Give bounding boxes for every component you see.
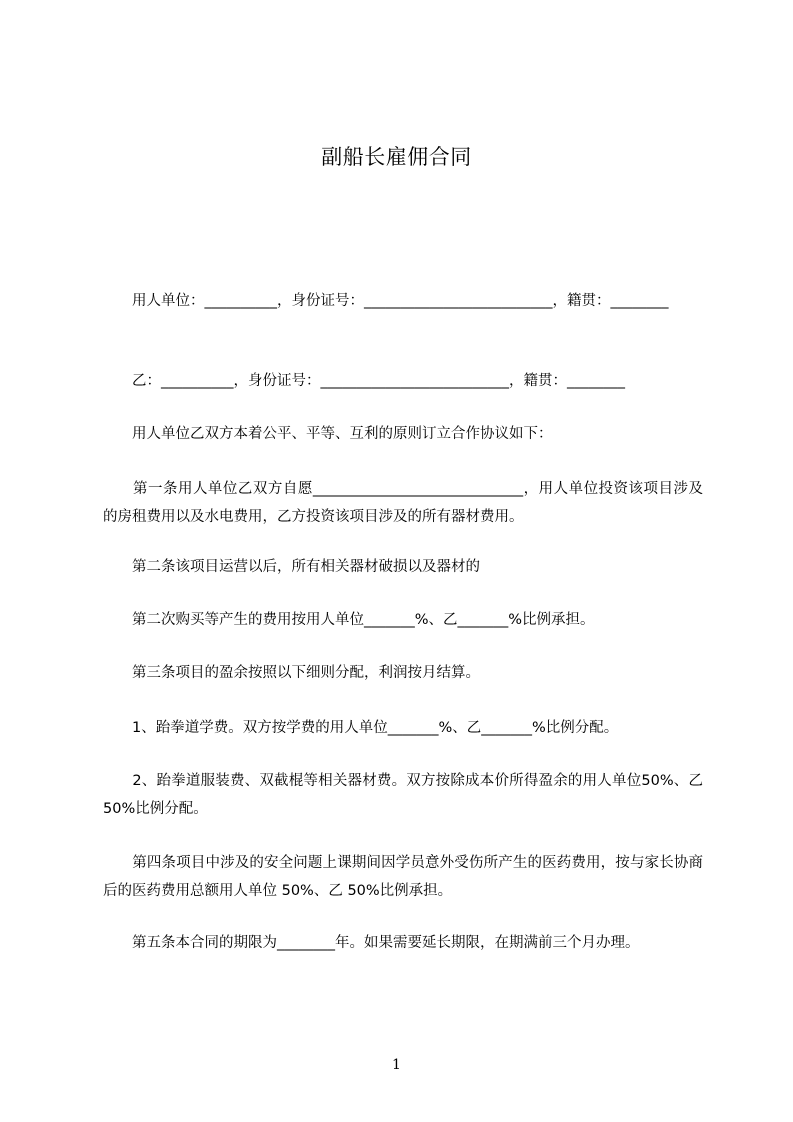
party-b-info-paragraph: 乙：__________，身份证号：__________________________，籍贯：________	[103, 373, 625, 389]
agreement-intro-paragraph: 用人单位乙双方本着公平、平等、互利的原则订立合作协议如下：	[103, 426, 553, 442]
clause-3-item-2-paragraph: 2、跆拳道服装费、双截棍等相关器材费。双方按除成本价所得盈余的用人单位50%、乙 50%比例分配。	[103, 773, 708, 817]
clause-3-item-1-paragraph: 1、跆拳道学费。双方按学费的用人单位_______%、乙_______%比例分配。	[103, 720, 619, 736]
contract-title: 副船长雇佣合同	[321, 145, 472, 169]
employer-info-paragraph: 用人单位：__________，身份证号：__________________________，籍贯：________	[103, 293, 669, 309]
clause-5-paragraph: 第五条本合同的期限为________年。如果需要延长期限，在期满前三个月办理。	[103, 935, 640, 951]
page-number: 1	[392, 1057, 401, 1073]
clause-2-paragraph: 第二条该项目运营以后，所有相关器材破损以及器材的	[103, 559, 480, 575]
clause-4-paragraph: 第四条项目中涉及的安全问题上课期间因学员意外受伤所产生的医药费用，按与家长协商后的医药费用总额用人单位 50%、乙 50%比例承担。	[103, 855, 703, 899]
clause-3-paragraph: 第三条项目的盈余按照以下细则分配，利润按月结算。	[103, 665, 480, 681]
clause-1-paragraph: 第一条用人单位乙双方自愿_____________________________，用人单位投资该项目涉及的房租费用以及水电费用，乙方投资该项目涉及的所有器材费用。	[103, 481, 703, 525]
clause-2-continued-paragraph: 第二次购买等产生的费用按用人单位_______%、乙_______%比例承担。	[103, 612, 595, 628]
